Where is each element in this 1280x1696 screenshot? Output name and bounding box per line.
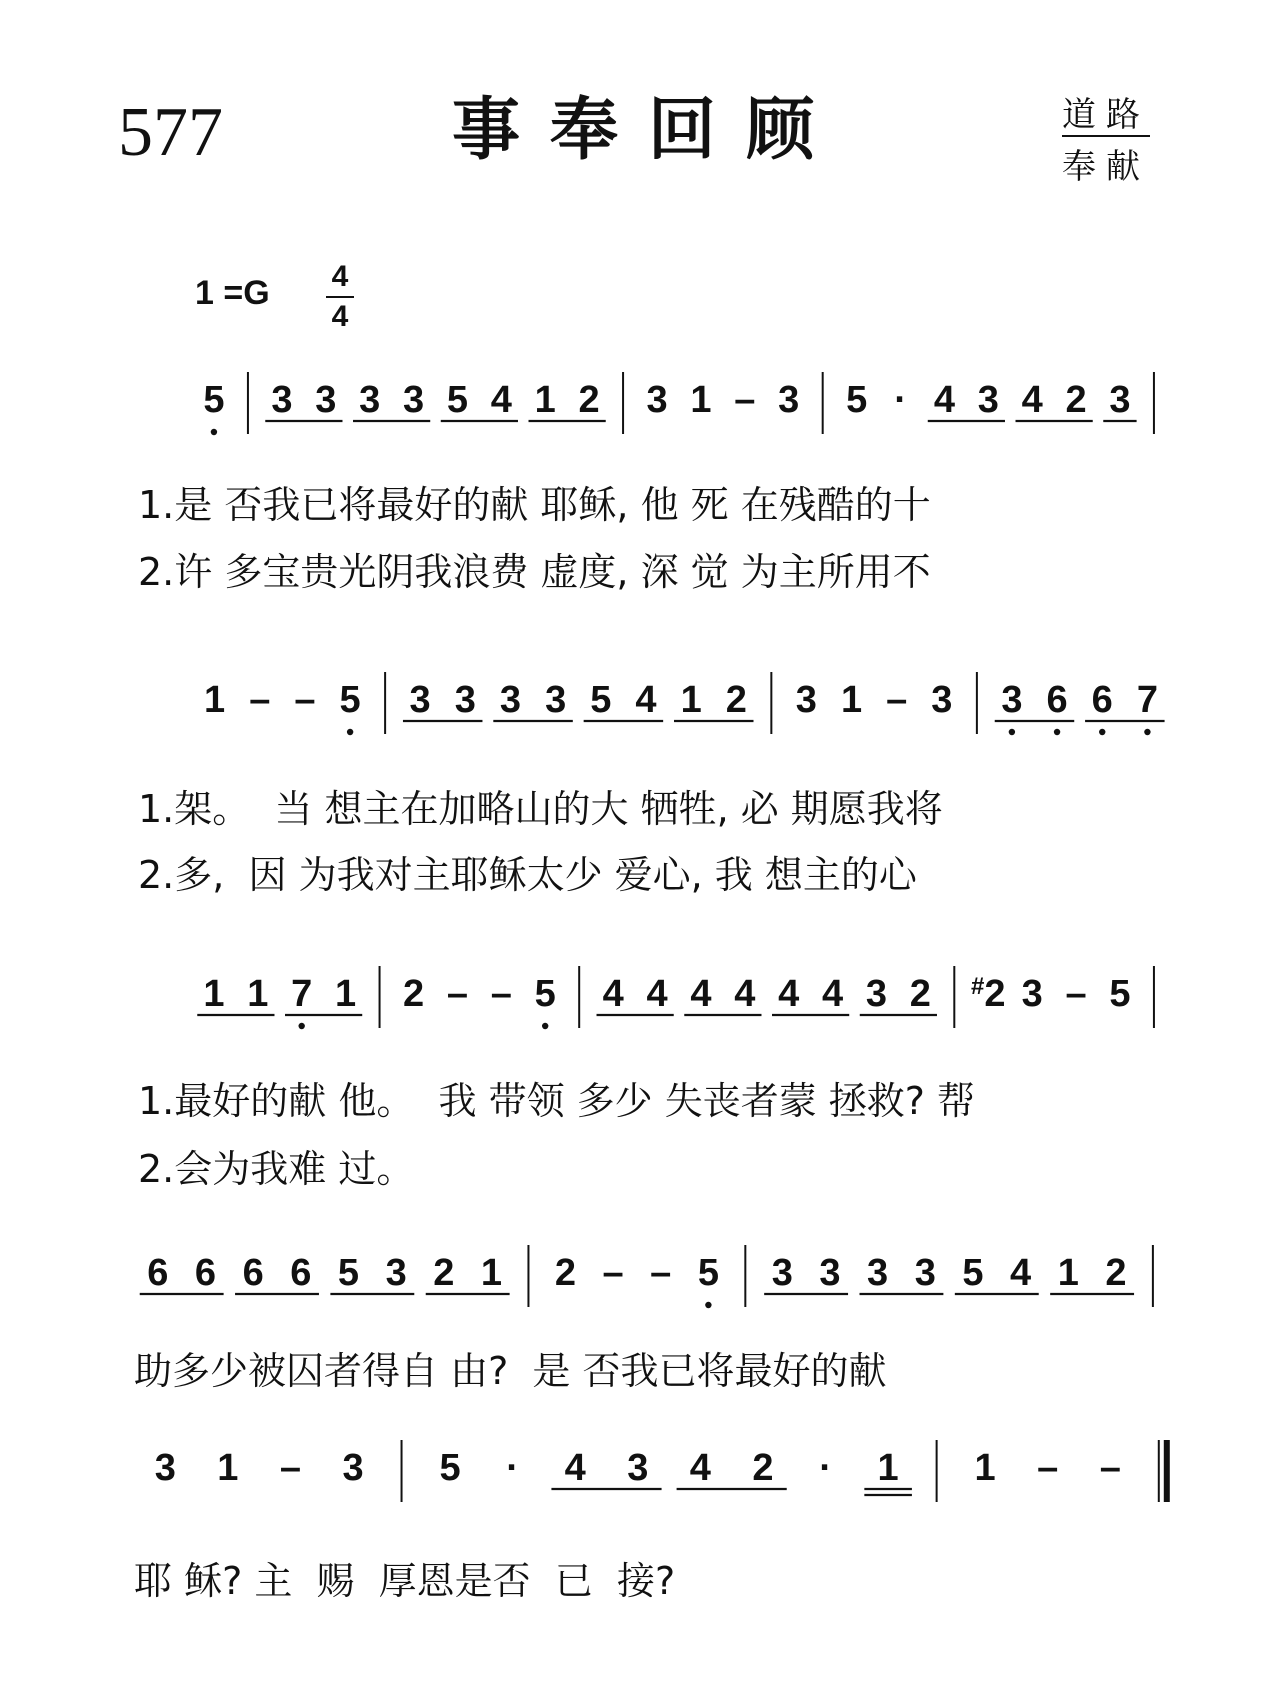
note: 3 xyxy=(499,679,522,721)
note: 4 xyxy=(821,973,844,1015)
note: 3 xyxy=(914,1252,936,1294)
note: 5 xyxy=(446,379,469,421)
note: 3 xyxy=(771,1252,793,1294)
note: #2 xyxy=(971,973,1006,1015)
note: 1 xyxy=(680,679,702,721)
note: 3 xyxy=(454,679,476,721)
note: 4 xyxy=(734,973,756,1015)
note: 5 xyxy=(439,1447,461,1489)
note: 3 xyxy=(154,1447,176,1489)
octave-dot-below xyxy=(347,729,353,735)
note: 6 xyxy=(1091,679,1113,721)
octave-dot-below xyxy=(298,1023,304,1029)
note: 2 xyxy=(433,1252,455,1294)
note: 1 xyxy=(877,1447,899,1489)
note: 3 xyxy=(867,1252,889,1294)
note: 2 xyxy=(752,1447,774,1489)
time-signature-bottom: 4 xyxy=(331,300,349,333)
note: 1 xyxy=(203,973,225,1015)
note: 1 xyxy=(534,379,556,421)
sustain-dash: – xyxy=(446,973,469,1015)
note: 3 xyxy=(646,379,668,421)
note: 5 xyxy=(590,679,612,721)
note: 5 xyxy=(339,679,361,721)
note: 5 xyxy=(203,379,225,421)
note: 3 xyxy=(865,973,888,1015)
octave-dot-below xyxy=(1099,729,1105,735)
note: 3 xyxy=(315,379,337,421)
note: 4 xyxy=(602,973,624,1015)
sustain-dash: – xyxy=(279,1447,302,1489)
note: 6 xyxy=(1046,679,1068,721)
sustain-dash: – xyxy=(602,1252,624,1294)
note: 5 xyxy=(846,379,868,421)
note: 5 xyxy=(1109,973,1131,1015)
note: 2 xyxy=(1065,379,1087,421)
note: 2 xyxy=(402,973,425,1015)
lyric-line: 耶 稣? 主 赐 厚恩是否 已 接? xyxy=(134,1559,676,1603)
note: 5 xyxy=(534,973,556,1015)
note: 4 xyxy=(1010,1252,1032,1294)
sustain-dash: – xyxy=(249,679,271,721)
note: 4 xyxy=(646,973,668,1015)
lyric-line: 2.多, 因 为我对主耶稣太少 爱心, 我 想主的心 xyxy=(138,853,917,897)
hymn-subcategory: 奉献 xyxy=(1062,147,1150,187)
note: 4 xyxy=(933,379,956,421)
note: 3 xyxy=(1021,973,1043,1015)
note: 3 xyxy=(931,679,953,721)
sustain-dash: – xyxy=(490,973,512,1015)
octave-dot-below xyxy=(542,1023,548,1029)
note: 3 xyxy=(819,1252,841,1294)
note: 3 xyxy=(1001,679,1023,721)
note: 7 xyxy=(1136,679,1158,721)
note: 6 xyxy=(194,1252,217,1294)
note: 6 xyxy=(147,1252,169,1294)
lyric-line: 1.最好的献 他。 我 带领 多少 失丧者蒙 拯救? 帮 xyxy=(138,1079,976,1123)
lyric-line: 2.许 多宝贵光阴我浪费 虚度, 深 觉 为主所用不 xyxy=(138,550,931,594)
note: 3 xyxy=(977,379,999,421)
note: 4 xyxy=(778,973,800,1015)
note: 2 xyxy=(554,1252,576,1294)
note: 1 xyxy=(247,973,269,1015)
note: 3 xyxy=(778,379,800,421)
note: 3 xyxy=(545,679,567,721)
note: 3 xyxy=(385,1252,407,1294)
note: 2 xyxy=(909,973,931,1015)
note: 1 xyxy=(1057,1252,1079,1294)
note: 3 xyxy=(1109,379,1131,421)
lyric-line: 1.是 否我已将最好的献 耶稣, 他 死 在残酷的十 xyxy=(138,483,931,527)
augmentation-dot: · xyxy=(819,1447,832,1489)
note: 3 xyxy=(409,679,431,721)
note: 3 xyxy=(402,379,425,421)
note: 6 xyxy=(242,1252,264,1294)
note: 5 xyxy=(962,1252,984,1294)
sustain-dash: – xyxy=(294,679,316,721)
note: 4 xyxy=(690,973,712,1015)
note: 2 xyxy=(578,379,600,421)
augmentation-dot: · xyxy=(506,1447,519,1489)
augmentation-dot: · xyxy=(894,379,907,421)
note: 4 xyxy=(1021,379,1043,421)
time-signature-top: 4 xyxy=(331,260,349,293)
note: 5 xyxy=(697,1252,719,1294)
note: 1 xyxy=(334,973,357,1015)
sustain-dash: – xyxy=(734,379,756,421)
lyric-line: 助多少被囚者得自 由? 是 否我已将最好的献 xyxy=(134,1349,887,1393)
sustain-dash: – xyxy=(650,1252,672,1294)
lyric-line: 1.架。 当 想主在加略山的大 牺牲, 必 期愿我将 xyxy=(138,787,943,831)
note: 5 xyxy=(337,1252,360,1294)
octave-dot-below xyxy=(211,429,217,435)
note: 1 xyxy=(690,379,712,421)
sustain-dash: – xyxy=(1099,1447,1121,1489)
note: 1 xyxy=(840,679,863,721)
note: 3 xyxy=(627,1447,649,1489)
note: 4 xyxy=(635,679,657,721)
octave-dot-below xyxy=(1144,729,1150,735)
note: 1 xyxy=(217,1447,239,1489)
note: 1 xyxy=(480,1252,503,1294)
note: 1 xyxy=(204,679,226,721)
lyric-line: 2.会为我难 过。 xyxy=(138,1147,415,1191)
hymn-number: 577 xyxy=(118,94,223,171)
note: 4 xyxy=(490,379,512,421)
note: 3 xyxy=(359,379,381,421)
note: 4 xyxy=(689,1447,711,1489)
note: 3 xyxy=(795,679,817,721)
octave-dot-below xyxy=(1054,729,1060,735)
note: 1 xyxy=(974,1447,996,1489)
sustain-dash: – xyxy=(1037,1447,1059,1489)
note: 3 xyxy=(271,379,293,421)
note: 2 xyxy=(1105,1252,1127,1294)
note: 3 xyxy=(342,1447,364,1489)
hymn-category: 道路 xyxy=(1062,95,1150,135)
note: 6 xyxy=(290,1252,312,1294)
sustain-dash: – xyxy=(886,679,908,721)
note: 2 xyxy=(725,679,747,721)
note: 7 xyxy=(291,973,313,1015)
note: 4 xyxy=(564,1447,586,1489)
octave-dot-below xyxy=(1009,729,1015,735)
sustain-dash: – xyxy=(1065,973,1087,1015)
octave-dot-below xyxy=(705,1302,711,1308)
key-signature: 1 =G xyxy=(195,274,270,312)
hymn-title: 事奉回顾 xyxy=(452,90,845,170)
